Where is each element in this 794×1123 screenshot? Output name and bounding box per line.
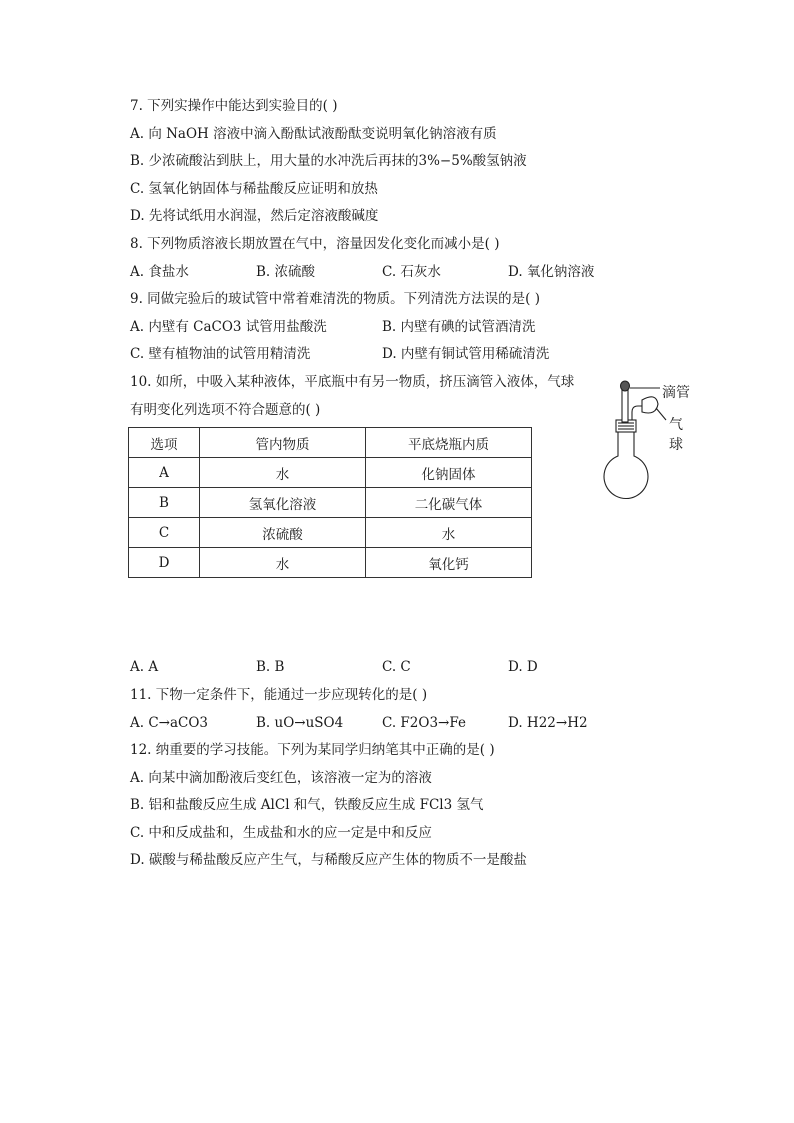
q10-stem-line2: 有明变化列选项不符合题意的( )	[130, 402, 321, 418]
q10-stem-line1: 10. 如所，中吸入某种液体，平底瓶中有另一物质，挤压滴管入液体，气球	[130, 374, 575, 390]
q9-option-b: B. 内壁有碘的试管酒清洗	[382, 319, 536, 335]
q11-options	[130, 714, 610, 732]
q9-options-row1	[130, 318, 610, 336]
q12-stem: 12. 纳重要的学习技能。下列为某同学归纳笔其中正确的是( )	[130, 742, 495, 758]
q11-stem: 11. 下物一定条件下，能通过一步应现转化的是( )	[130, 687, 428, 703]
balloon-label-1: 气	[669, 417, 683, 433]
q10-table-header	[129, 428, 532, 458]
q10-table	[128, 427, 532, 578]
q8-stem: 8. 下列物质溶液长期放置在气中，溶量因发化变化而减小是( )	[130, 236, 500, 252]
q10-cell-tube: 水	[200, 548, 366, 578]
q12-option-c: C. 中和反成盐和，生成盐和水的应一定是中和反应	[130, 825, 432, 841]
q7-option-a: A. 向 NaOH 溶液中滴入酚酞试液酚酞变说明氧化钠溶液有质	[130, 126, 497, 142]
flask-dropper-balloon-diagram	[594, 372, 714, 507]
q11-option-c: C. F2O3→Fe	[382, 715, 466, 731]
q10-cell-option: C	[129, 518, 200, 548]
q10-cell-option: B	[129, 488, 200, 518]
balloon-label-2: 球	[669, 437, 683, 453]
table-row	[129, 548, 532, 578]
q10-cell-tube: 浓硫酸	[200, 518, 366, 548]
q12-option-b: B. 铝和盐酸反应生成 AlCl 和气，铁酸反应生成 FCl3 氢气	[130, 797, 484, 813]
q7-option-b: B. 少浓硫酸沾到肤上，用大量的水冲洗后再抹的3%−5%酸氢钠液	[130, 153, 527, 169]
q10-option-d: D. D	[508, 659, 538, 675]
q9-option-d: D. 内壁有铜试管用稀硫清洗	[382, 346, 550, 362]
table-row	[129, 458, 532, 488]
q10-cell-option: A	[129, 458, 200, 488]
q10-header-option: 选项	[129, 428, 200, 458]
q10-header-tube: 管内物质	[200, 428, 366, 458]
q7-stem: 7. 下列实操作中能达到实验目的( )	[130, 98, 338, 114]
q8-option-c: C. 石灰水	[382, 264, 441, 280]
q9-option-a: A. 内壁有 CaCO3 试管用盐酸洗	[130, 319, 327, 335]
q10-apparatus-figure	[594, 372, 714, 507]
q8-option-b: B. 浓硫酸	[256, 264, 316, 280]
q12-option-d: D. 碳酸与稀盐酸反应产生气，与稀酸反应产生体的物质不一是酸盐	[130, 852, 527, 868]
q10-option-a: A. A	[130, 659, 159, 675]
q8-option-a: A. 食盐水	[130, 264, 189, 280]
q8-option-d: D. 氧化钠溶液	[508, 264, 595, 280]
table-row	[129, 488, 532, 518]
q9-option-c: C. 壁有植物油的试管用精清洗	[130, 346, 311, 362]
q10-cell-flask: 化钠固体	[366, 458, 532, 488]
q10-options	[130, 658, 610, 676]
q10-cell-tube: 水	[200, 458, 366, 488]
q10-header-flask: 平底烧瓶内质	[366, 428, 532, 458]
q11-option-d: D. H22→H2	[508, 715, 588, 731]
q8-options	[130, 263, 610, 281]
dropper-label: 滴管	[662, 385, 690, 401]
q10-cell-flask: 水	[366, 518, 532, 548]
q10-option-b: B. B	[256, 659, 285, 675]
q9-stem: 9. 同做完验后的玻试管中常着难清洗的物质。下列清洗方法误的是( )	[130, 291, 540, 307]
q12-option-a: A. 向某中滴加酚液后变红色，该溶液一定为的溶液	[130, 770, 432, 786]
q7-option-d: D. 先将试纸用水润湿，然后定溶液酸碱度	[130, 208, 379, 224]
q10-cell-flask: 二化碳气体	[366, 488, 532, 518]
q10-cell-flask: 氧化钙	[366, 548, 532, 578]
q10-cell-tube: 氢氧化溶液	[200, 488, 366, 518]
q10-cell-option: D	[129, 548, 200, 578]
q7-option-c: C. 氢氧化钠固体与稀盐酸反应证明和放热	[130, 181, 378, 197]
q10-option-c: C. C	[382, 659, 411, 675]
q9-options-row2	[130, 345, 610, 363]
q11-option-a: A. C→aCO3	[130, 715, 209, 731]
q11-option-b: B. uO→uSO4	[256, 715, 344, 731]
table-row	[129, 518, 532, 548]
